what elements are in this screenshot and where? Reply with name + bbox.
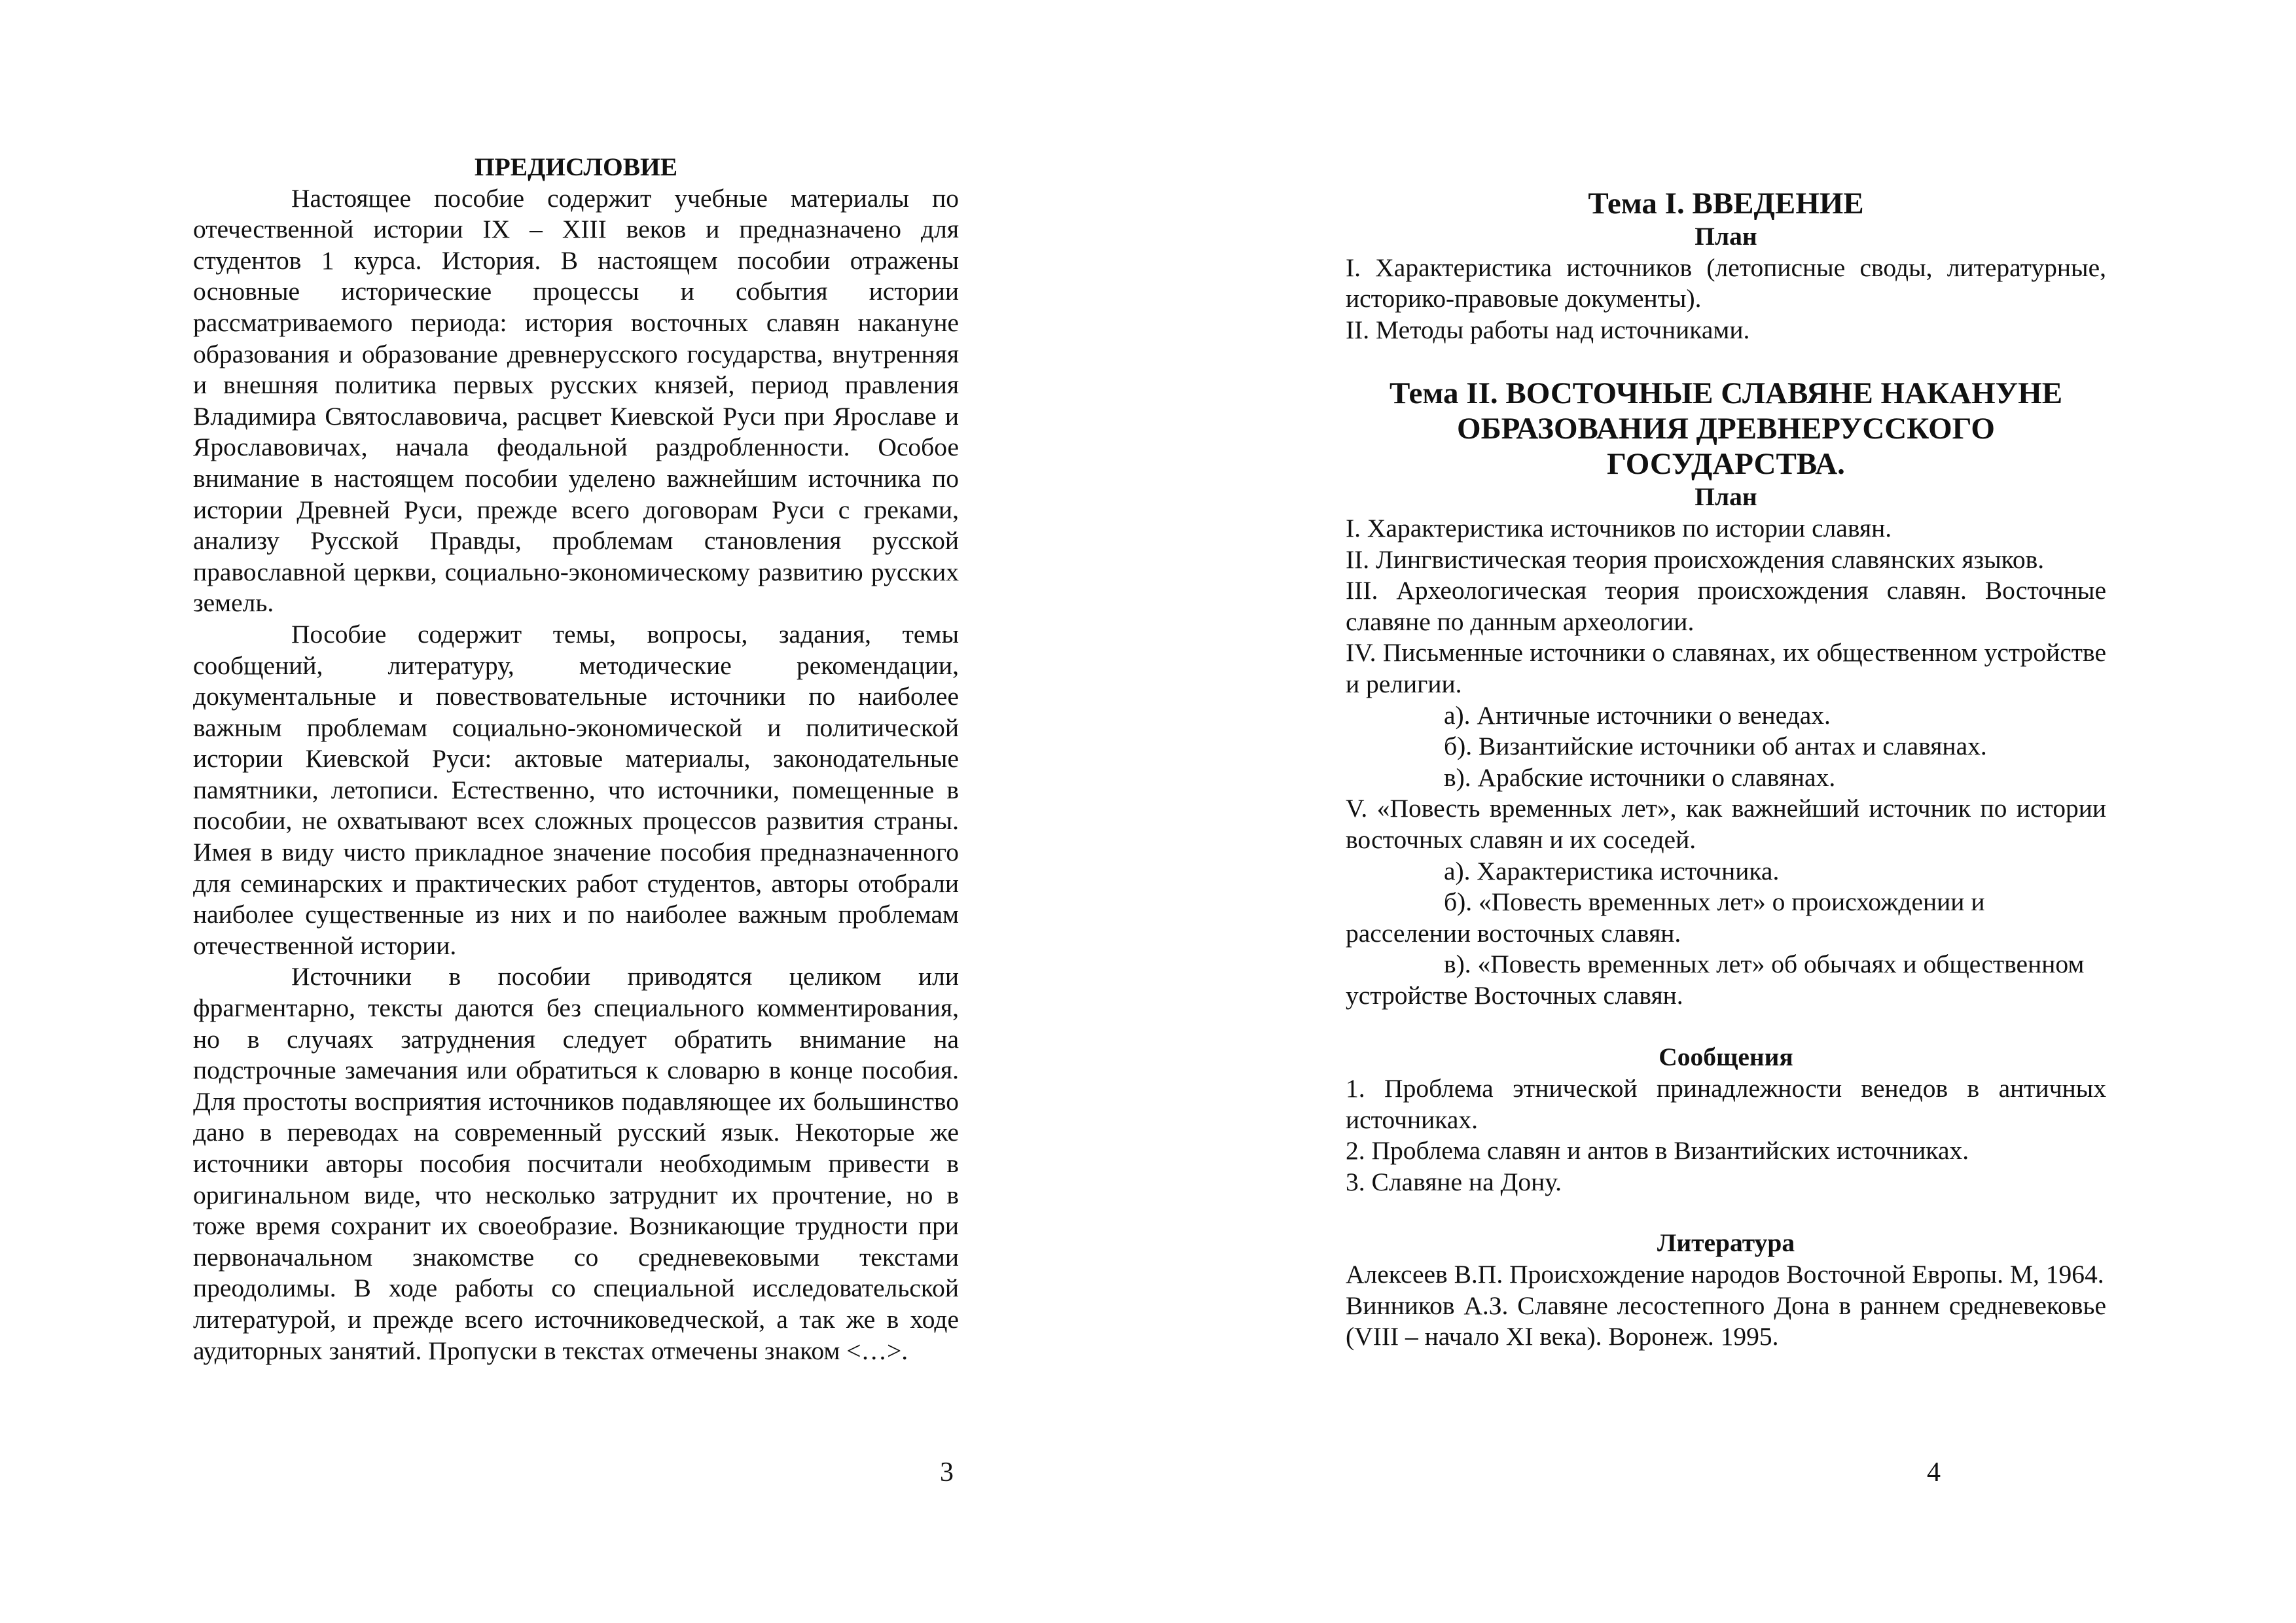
topic2-plan-subitem: в). «Повесть временных лет» об обычаях и общественном устройстве Восточных славян. <box>1346 950 2085 1010</box>
topic2-plan-item: II. Лингвистическая теория происхождения славянских языков. <box>1346 544 2045 574</box>
literature-item: Винников А.З. Славяне лесостепного Дона в раннем средневековье (VIII – начало XI века). Воронеж. 1995. <box>1346 1291 2106 1351</box>
topic1-plan-item: I. Характеристика источников (летописные своды, литературные, историко-правовые документы). <box>1346 253 2106 313</box>
page-number-right: 4 <box>1927 1457 1941 1488</box>
preface-section <box>193 152 959 1366</box>
topic2-plan-subitem: а). Характеристика источника. <box>1444 856 1780 885</box>
messages-item: 2. Проблема славян и антов в Византийских источниках. <box>1346 1136 1969 1166</box>
topic2-plan-subitem: в). Арабские источники о славянах. <box>1444 762 1836 792</box>
literature-heading: Литература <box>1657 1228 1795 1258</box>
messages-heading: Сообщения <box>1659 1043 1793 1072</box>
topic2-plan-item: I. Характеристика источников по истории славян. <box>1346 513 1892 543</box>
topic1-plan-label: План <box>1695 222 1757 251</box>
topic2-plan-subitem: б). «Повесть временных лет» о происхождении и расселении восточных славян. <box>1346 887 1985 948</box>
topic1-plan-item: II. Методы работы над источниками. <box>1346 315 1750 344</box>
preface-title: ПРЕДИСЛОВИЕ <box>474 152 678 181</box>
right-page <box>1148 0 2296 1623</box>
preface-paragraph-3: Источники в пособии приводятся целиком или фрагментарно, тексты даются без специального комментирования, но в случаях затруднения следует обратить внимание на подстрочные замечания или обратиться к словарю в конце пособия. Для простоты восприятия источников подавляющее их большинство дано в переводах на современный русский язык. Некоторые же источники авторы пособия посчитали необходимым привести в оригинальном виде, что несколько затруднит их прочтение, но в тоже время сохранит их своеобразие. Возникающие трудности при первоначальном знакомстве со средневековыми текстами преодолимы. В ходе работы со специальной исследовательской литературой, и прежде всего источниковедческой, а так же в ходе аудиторных занятий. Пропуски в текстах отмечены знаком <…>. <box>193 962 959 1365</box>
preface-paragraph-2: Пособие содержит темы, вопросы, задания, темы сообщений, литературу, методические рекомендации, документальные и повествовательные источники по наиболее важным проблемам социально-экономической и политической истории Киевской Руси: актовые материалы, законодательные памятники, летописи. Естественно, что источники, помещенные в пособии, не охватывают всех сложных процессов развития страны. Имея в виду чисто прикладное значение пособия предназначенного для семинарских и практических работ студентов, авторы отобрали наиболее существенные из них и по наиболее важным проблемам отечественной истории. <box>193 619 959 960</box>
topic2-plan-subitem: б). Византийские источники об антах и славянах. <box>1444 732 1987 761</box>
topics-section <box>1346 186 2106 1353</box>
topic2-heading: Тема II. ВОСТОЧНЫЕ СЛАВЯНЕ НАКАНУНЕ ОБРАЗОВАНИЯ ДРЕВНЕРУССКОГО ГОСУДАРСТВА. <box>1389 376 2063 482</box>
topic2-plan-item: V. «Повесть временных лет», как важнейший источник по истории восточных славян и их соседей. <box>1346 794 2106 854</box>
messages-item: 1. Проблема этнической принадлежности венедов в античных источниках. <box>1346 1074 2106 1134</box>
topic2-plan-label: План <box>1695 482 1757 512</box>
topic1-heading: Тема I. ВВЕДЕНИЕ <box>1588 187 1864 221</box>
messages-item: 3. Славяне на Дону. <box>1346 1167 1562 1196</box>
topic2-plan-item: III. Археологическая теория происхождения славян. Восточные славяне по данным археологии. <box>1346 576 2106 636</box>
topic2-plan-subitem: а). Античные источники о венедах. <box>1444 700 1831 730</box>
literature-item: Алексеев В.П. Происхождение народов Восточной Европы. М, 1964. <box>1346 1260 2104 1289</box>
page-number-left: 3 <box>940 1457 954 1488</box>
preface-paragraph-1: Настоящее пособие содержит учебные материалы по отечественной истории IX – XIII веков и предназначено для студентов 1 курса. История. В настоящем пособии отражены основные исторические процессы и события истории рассматриваемого периода: история восточных славян накануне образования и образование древнерусского государства, внутренняя и внешняя политика первых русских князей, период правления Владимира Святославовича, расцвет Киевской Руси при Ярославе и Ярославовичах, начала феодальной раздробленности. Особое внимание в настоящем пособии уделено важнейшим источника по истории Древней Руси, прежде всего договорам Руси с греками, анализу Русской Правды, проблемам становления русской православной церкви, социально-экономическому развитию русских земель. <box>193 183 959 618</box>
topic2-plan-item: IV. Письменные источники о славянах, их общественном устройстве и религии. <box>1346 638 2106 698</box>
